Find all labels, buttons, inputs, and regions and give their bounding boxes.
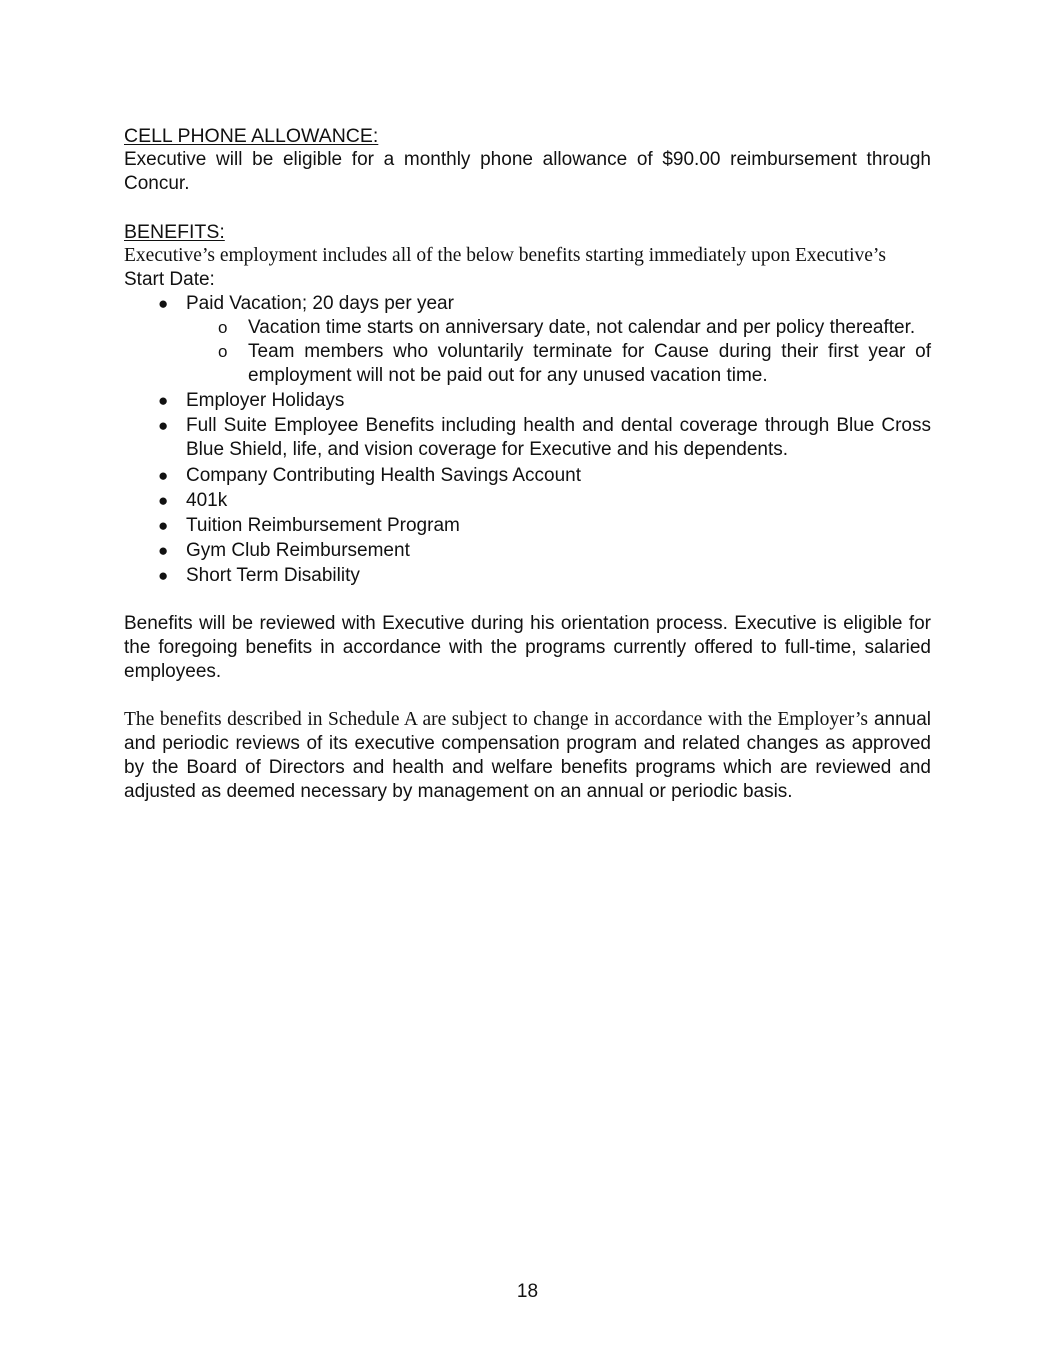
bullet-icon: ●: [158, 541, 169, 561]
bullet-icon: ●: [158, 490, 169, 510]
page-number: 18: [516, 1281, 539, 1302]
document-page: [124, 124, 931, 804]
sub-list-item-label: Team members who voluntarily terminate for Cause during their first year of employment will not be paid out for any unused vacation time.: [248, 341, 931, 386]
cell-phone-text: Executive will be eligible for a monthly phone allowance of $90.00 reimbursement through Concur.: [124, 149, 931, 194]
sub-list-item: [186, 316, 931, 340]
bullet-icon: ●: [158, 416, 169, 436]
benefits-intro: [124, 244, 931, 292]
list-item-label: Short Term Disability: [186, 565, 360, 587]
sub-list-item-label: Vacation time starts on anniversary date, not calendar and per policy thereafter.: [248, 317, 916, 338]
list-item: [124, 414, 931, 462]
list-item-label: Company Contributing Health Savings Account: [186, 464, 582, 486]
list-item: [124, 564, 931, 588]
list-item: [124, 514, 931, 538]
list-item: [124, 489, 931, 513]
bullet-icon: ●: [158, 294, 169, 313]
list-item: [124, 539, 931, 563]
list-item-label: Tuition Reimbursement Program: [186, 514, 460, 536]
circle-bullet-icon: o: [218, 342, 228, 361]
benefits-section: [124, 220, 931, 588]
list-item-label: 401k: [186, 489, 228, 511]
bullet-icon: ●: [158, 391, 169, 411]
list-item: [124, 292, 931, 388]
benefits-heading: BENEFITS:: [124, 221, 225, 243]
list-item: [124, 464, 931, 488]
list-item-label: Full Suite Employee Benefits including health and dental coverage through Blue Cross Blue Shield, life, and vision coverage for Executive and his dependents.: [186, 415, 931, 461]
benefits-list: [124, 292, 931, 588]
list-item-label: Employer Holidays: [186, 390, 345, 412]
bullet-icon: ●: [158, 566, 169, 586]
cell-phone-section: [124, 124, 931, 196]
circle-bullet-icon: o: [218, 318, 228, 337]
benefits-review-paragraph: Benefits will be reviewed with Executive during his orientation process. Executive is eligible for the foregoing benefits in accordance with the programs currently offered to full-time, salaried employees.: [124, 613, 931, 683]
list-item-label: Gym Club Reimbursement: [186, 540, 410, 562]
cell-phone-heading: CELL PHONE ALLOWANCE:: [124, 125, 379, 147]
bullet-icon: ●: [158, 465, 169, 485]
sub-list-item: [186, 340, 931, 388]
list-item-label: Paid Vacation; 20 days per year: [186, 293, 454, 314]
benefits-change-serif: The benefits described in Schedule A are subject to change in accordance with the Employer’s: [124, 709, 869, 731]
benefits-intro-rest: Start Date:: [124, 269, 215, 290]
bullet-icon: ●: [158, 515, 169, 535]
vacation-sublist: [186, 316, 931, 388]
benefits-intro-serif: Executive’s employment includes all of the below benefits starting immediately upon Executive’s: [124, 245, 886, 266]
benefits-change-rest: annual and periodic reviews of its executive compensation program and related changes as approved by the Board of Directors and health and welfare benefits programs which are reviewed and adjusted as deemed necessary by management on an annual or periodic basis.: [124, 709, 932, 803]
list-item: [124, 389, 931, 413]
benefits-change-paragraph: [124, 708, 931, 804]
